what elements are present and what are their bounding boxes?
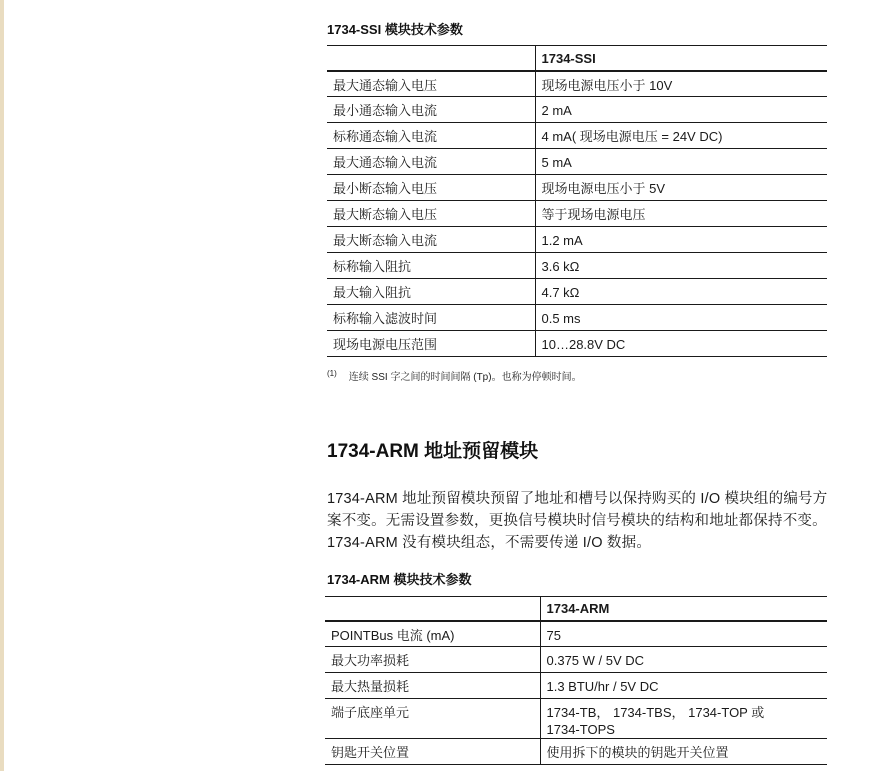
header-blank-cell (327, 46, 535, 71)
table-header-row (327, 46, 827, 71)
param-cell (327, 279, 535, 305)
table-row (327, 149, 827, 175)
value-cell (535, 149, 827, 175)
param-cell (325, 739, 540, 765)
param-label: 钥匙开关位置 (331, 745, 410, 760)
value-label: 现场电源电压小于 10V (541, 77, 673, 93)
param-label: 最小通态输入电流 (333, 103, 438, 118)
value-cell (535, 253, 827, 279)
param-label: 标称输入滤波时间 (333, 311, 438, 326)
value-label: 1.3 BTU/hr / 5V DC (546, 679, 659, 694)
param-label: 最大断态输入电压 (333, 207, 438, 222)
param-label: 最大断态输入电流 (333, 233, 438, 248)
param-label: 标称通态输入电流 (333, 129, 438, 144)
param-cell (325, 673, 540, 699)
value-label: 0.375 W / 5V DC (546, 653, 645, 668)
param-cell (327, 123, 535, 149)
arm-spec-table (325, 596, 827, 765)
param-cell (325, 621, 540, 647)
param-label: 现场电源电压范围 (333, 337, 438, 352)
body-paragraph: 1734-ARM 地址预留模块预留了地址和槽号以保持购买的 I/O 模块组的编号方案不变。无需设置参数，更换信号模块时信号模块的结构和地址都保持不变。 1734-ARM 没有模块组态，不需要传递 I/O 数据。 (327, 491, 828, 551)
param-label: 最大通态输入电压 (333, 77, 438, 93)
param-cell (327, 305, 535, 331)
table-row (325, 739, 827, 765)
table-row (325, 621, 827, 647)
value-cell (540, 621, 827, 647)
value-label: 10…28.8V DC (541, 337, 626, 352)
table-row (327, 201, 827, 227)
param-label: 最大热量损耗 (331, 679, 410, 694)
param-label: 最大功率损耗 (331, 653, 410, 668)
value-label: 2 mA (541, 103, 572, 118)
value-cell (540, 739, 827, 765)
param-label: 最大通态输入电流 (333, 155, 438, 170)
table-row (327, 279, 827, 305)
value-label: 1.2 mA (541, 233, 583, 248)
param-label: 最小断态输入电压 (333, 181, 438, 196)
param-cell (327, 175, 535, 201)
table-row (327, 331, 827, 357)
table-row (327, 175, 827, 201)
param-cell (327, 201, 535, 227)
table-row (327, 97, 827, 123)
value-cell (535, 97, 827, 123)
value-cell (535, 331, 827, 357)
value-cell (540, 699, 827, 739)
param-cell (327, 71, 535, 97)
param-cell (325, 647, 540, 673)
header-label: 1734-SSI (541, 51, 596, 66)
header-blank-cell (325, 597, 540, 621)
table-row (327, 227, 827, 253)
table-row (325, 647, 827, 673)
header-cell (540, 597, 827, 621)
value-label: 4 mA( 现场电源电压 = 24V DC) (541, 129, 723, 144)
footnote (327, 368, 582, 383)
table-row (327, 253, 827, 279)
ssi-spec-table (327, 45, 827, 357)
table-row (325, 699, 827, 739)
param-cell (325, 699, 540, 739)
value-label: 1734-TB， 1734-TBS， 1734-TOP 或 1734-TOPS (546, 705, 765, 737)
param-label: POINTBus 电流 (mA) (331, 627, 455, 643)
value-cell (535, 279, 827, 305)
value-cell (535, 201, 827, 227)
value-label: 现场电源电压小于 5V (541, 181, 666, 196)
param-cell (327, 97, 535, 123)
value-cell (535, 305, 827, 331)
ssi-table-title: 1734-SSI 模块技术参数 (327, 22, 463, 37)
value-label: 0.5 ms (541, 311, 581, 326)
table-header-row (325, 597, 827, 621)
param-cell (327, 149, 535, 175)
table-row (327, 123, 827, 149)
value-cell (535, 71, 827, 97)
table-row (327, 71, 827, 97)
value-label: 使用拆下的模块的钥匙开关位置 (546, 745, 729, 760)
header-label: 1734-ARM (546, 601, 610, 616)
value-label: 75 (546, 627, 561, 643)
footnote-marker: (1) (327, 368, 337, 378)
page-margin-strip (0, 0, 4, 771)
param-label: 端子底座单元 (331, 705, 410, 720)
header-cell (535, 46, 827, 71)
value-label: 3.6 kΩ (541, 259, 580, 274)
value-label: 5 mA (541, 155, 572, 170)
arm-table-title: 1734-ARM 模块技术参数 (327, 572, 472, 587)
table-row (327, 305, 827, 331)
param-cell (327, 227, 535, 253)
param-cell (327, 253, 535, 279)
value-cell (540, 673, 827, 699)
footnote-text: 连续 SSI 字之间的时间间隔 (Tp)。也称为停顿时间。 (348, 372, 582, 383)
value-cell (535, 175, 827, 201)
value-cell (535, 227, 827, 253)
value-cell (535, 123, 827, 149)
value-label: 4.7 kΩ (541, 285, 580, 300)
table-row (325, 673, 827, 699)
param-cell (327, 331, 535, 357)
section-heading: 1734-ARM 地址预留模块 (327, 441, 539, 462)
param-label: 标称输入阻抗 (333, 259, 412, 274)
value-cell (540, 647, 827, 673)
value-label: 等于现场电源电压 (541, 207, 646, 222)
param-label: 最大输入阻抗 (333, 285, 412, 300)
